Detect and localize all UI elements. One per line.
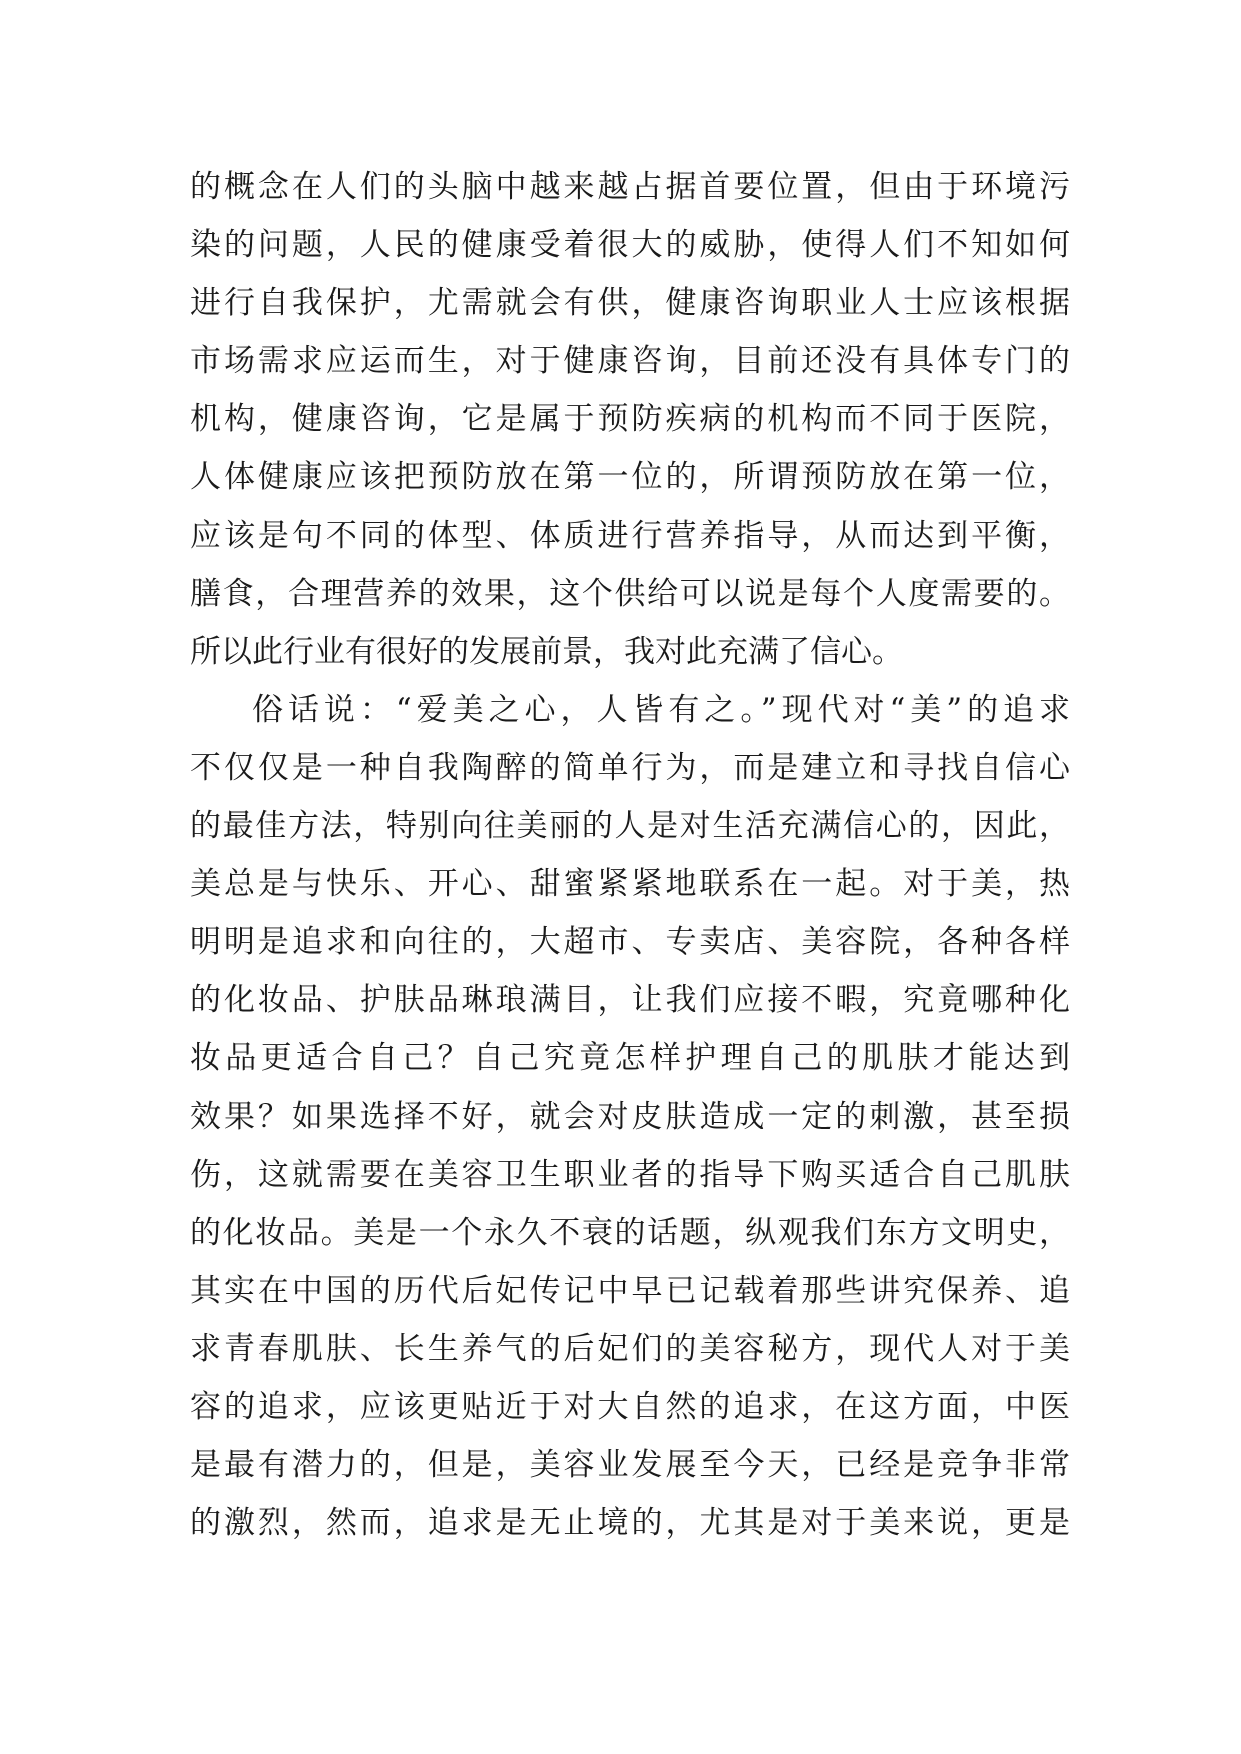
text-line: 的概念在人们的头脑中越来越占据首要位置，但由于环境污: [190, 169, 1070, 205]
body-text: [190, 158, 1070, 1552]
text-line: 容的追求，应该更贴近于对大自然的追求，在这方面，中医: [190, 1388, 1070, 1425]
text-line: 的化妆品。美是一个永久不衰的话题，纵观我们东方文明史，: [190, 1214, 1070, 1251]
text-line: 其实在中国的历代后妃传记中早已记载着那些讲究保养、追: [190, 1272, 1070, 1309]
text-line: 明明是追求和向往的，大超市、专卖店、美容院，各种各样: [190, 924, 1070, 961]
text-line: 应该是句不同的体型、体质进行营养指导，从而达到平衡，: [190, 517, 1070, 554]
text-line: 的激烈，然而，追求是无止境的，尤其是对于美来说，更是: [190, 1505, 1070, 1542]
text-line: 妆品更适合自己？自己究竟怎样护理自己的肌肤才能达到: [190, 1040, 1070, 1077]
text-line: 伤，这就需要在美容卫生职业者的指导下购买适合自己肌肤: [190, 1156, 1070, 1193]
text-line: 膳食，合理营养的效果，这个供给可以说是每个人度需要的。: [190, 575, 1070, 612]
text-line: 求青春肌肤、长生养气的后妃们的美容秘方，现代人对于美: [190, 1330, 1070, 1367]
text-line: 的最佳方法，特别向往美丽的人是对生活充满信心的，因此，: [190, 808, 1070, 845]
text-line: 美总是与快乐、开心、甜蜜紧紧地联系在一起。对于美，热: [190, 866, 1070, 903]
text-line: 机构，健康咨询，它是属于预防疾病的机构而不同于医院，: [190, 401, 1070, 438]
paragraph-start-line: 俗话说：“爱美之心，人皆有之。”现代对“美”的追求: [252, 691, 1070, 728]
text-line: 的化妆品、护肤品琳琅满目，让我们应接不暇，究竟哪种化: [190, 982, 1070, 1019]
text-line: 染的问题，人民的健康受着很大的威胁，使得人们不知如何: [190, 227, 1070, 264]
text-line: 所以此行业有很好的发展前景，我对此充满了信心。: [190, 633, 903, 670]
text-line: 是最有潜力的，但是，美容业发展至今天，已经是竞争非常: [190, 1447, 1070, 1484]
text-line: 进行自我保护，尤需就会有供，健康咨询职业人士应该根据: [190, 285, 1070, 322]
text-line: 不仅仅是一种自我陶醉的简单行为，而是建立和寻找自信心: [190, 749, 1070, 786]
text-line: 效果？如果选择不好，就会对皮肤造成一定的刺激，甚至损: [190, 1098, 1070, 1135]
text-line: 市场需求应运而生，对于健康咨询，目前还没有具体专门的: [190, 343, 1070, 380]
text-line: 人体健康应该把预防放在第一位的，所谓预防放在第一位，: [190, 459, 1070, 496]
